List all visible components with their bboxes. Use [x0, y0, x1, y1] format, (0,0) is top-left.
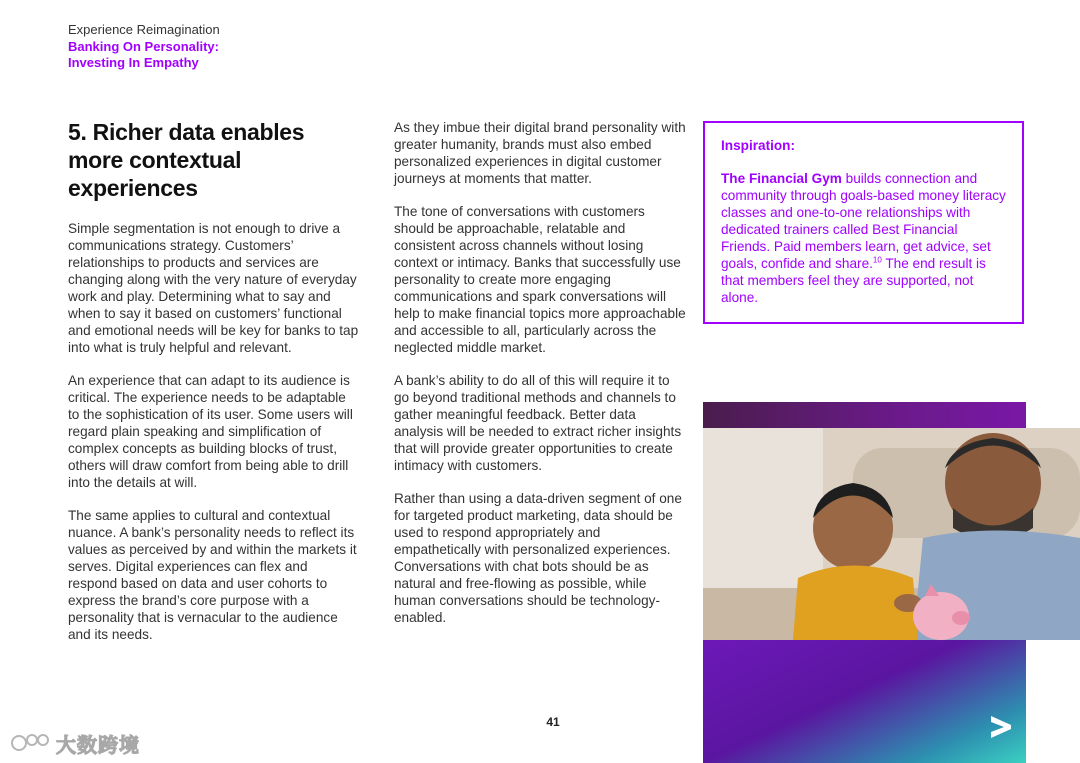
body-column-left	[68, 118, 360, 659]
section-title: 5. Richer data enables more contextual experiences	[68, 119, 305, 201]
page-number: 41	[546, 715, 560, 729]
accenture-arrow-icon	[989, 714, 1013, 740]
watermark-text: 大数跨境	[56, 734, 140, 757]
family-piggy-bank-photo	[703, 428, 1080, 640]
paragraph: As they imbue their digital brand personality with greater humanity, brands must also embed personalized experiences in digital customer journeys at moments that matter.	[394, 120, 686, 186]
paragraph: An experience that can adapt to its audience is critical. The experience needs to be adaptable to the sophistication of its user. Some users will regard plain speaking and simplification of complex concepts as building blocks of trust, others will draw comfort from being able to drill into the details at will.	[68, 373, 353, 490]
footnote-marker: 10	[872, 255, 882, 265]
inspiration-heading: Inspiration:	[721, 138, 796, 153]
inspiration-brand: The Financial Gym	[721, 171, 842, 186]
paragraph: A bank’s ability to do all of this will require it to go beyond traditional methods and channels to gather meaningful feedback. Better data analysis will be needed to extract richer insights that will provide greater opportunities to create intimacy with customers.	[394, 373, 682, 473]
header-title-line-2: Investing In Empathy	[68, 55, 199, 70]
watermark	[10, 728, 140, 758]
inspiration-text: builds connection and community through goals-based money literacy classes and one-to-one relationships with dedicated trainers called Best Financial Friends. Paid members learn, get advice, set goals, confide and share.	[721, 171, 1006, 271]
document-header	[68, 22, 220, 71]
paragraph: Rather than using a data-driven segment of one for targeted product marketing, data should be used to respond appropriately and empathetically with personalized experiences. Conversations with chat bots should be as natural and free-flowing as possible, while human conversations should be technology-enabled.	[394, 491, 682, 625]
inspiration-body	[721, 170, 1006, 306]
body-column-middle	[394, 119, 686, 642]
inspiration-callout	[703, 121, 1024, 324]
inspiration-text-end: The end result is that members feel they are supported, not alone.	[721, 256, 986, 305]
photo-illustration	[703, 428, 1080, 640]
watermark-logo-icon	[10, 731, 50, 755]
photo-block	[703, 402, 1080, 763]
paragraph: The tone of conversations with customers should be approachable, relatable and consistent across channels without losing context or intimacy. Banks that successfully use personality to create more engaging communications and spark conversations will help to make financial topics more approachable and accessible to all, particularly across the neglected middle market.	[394, 204, 686, 355]
paragraph: Simple segmentation is not enough to drive a communications strategy. Customers’ relationships to products and services are changing along with the very nature of everyday work and play. Determining what to say and when to say it based on customers’ functional and emotional needs will be key for banks to tap into what is truly helpful and relevant.	[68, 221, 359, 355]
header-kicker: Experience Reimagination	[68, 22, 220, 37]
gradient-band-bottom	[703, 640, 1026, 763]
header-title-line-1: Banking On Personality:	[68, 39, 219, 54]
paragraph: The same applies to cultural and contextual nuance. A bank’s personality needs to reflect its values as perceived by and within the markets it serves. Digital experiences can flex and respond based on data and user cohorts to express the brand’s core purpose with a personality that is vernacular to the audience and its needs.	[68, 508, 357, 642]
